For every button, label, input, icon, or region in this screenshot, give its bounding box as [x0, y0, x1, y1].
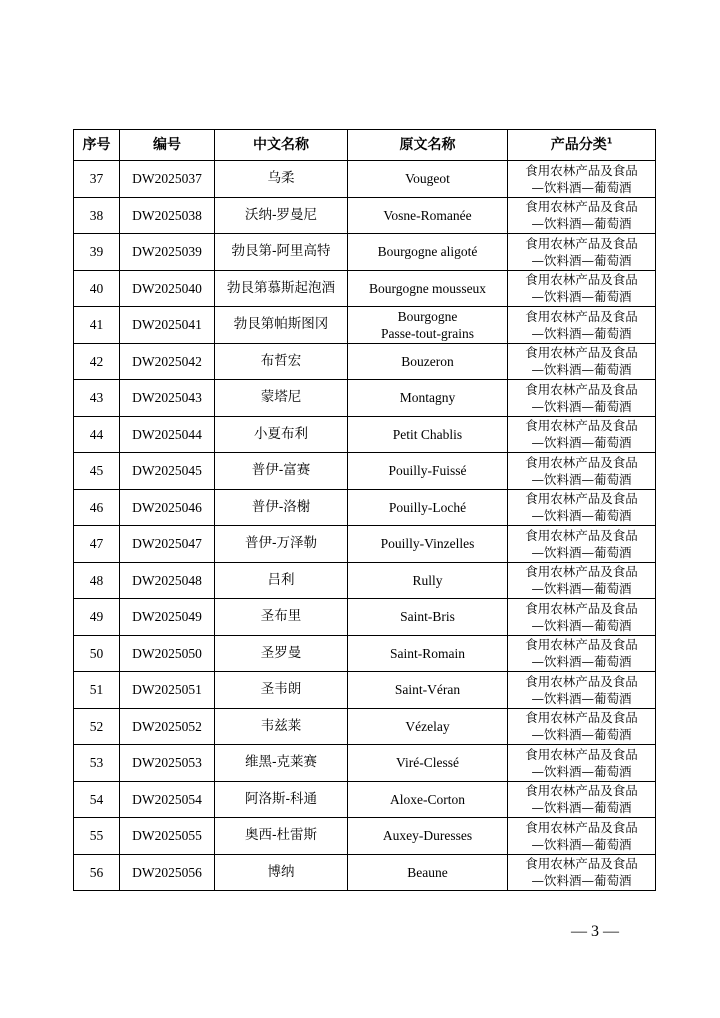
- cell-seq: 56: [74, 854, 120, 891]
- cell-seq: 44: [74, 416, 120, 453]
- category-line: —饮料酒—葡萄酒: [531, 508, 632, 524]
- cell-original-name: [348, 307, 508, 344]
- cell-category: [508, 307, 656, 344]
- header-code: 编号: [120, 130, 215, 161]
- original-name-line: Bourgogne aligoté: [377, 244, 478, 260]
- table-body: [74, 161, 656, 891]
- category-line: 食用农林产品及食品: [525, 381, 638, 397]
- cell-category: [508, 635, 656, 672]
- original-name-line: Bourgogne: [397, 308, 458, 324]
- cell-original-name: [348, 234, 508, 271]
- cell-chinese-name: 阿洛斯-科通: [215, 781, 348, 818]
- cell-code: DW2025042: [120, 343, 215, 380]
- cell-code: DW2025037: [120, 161, 215, 198]
- cell-code: DW2025053: [120, 745, 215, 782]
- cell-code: DW2025045: [120, 453, 215, 490]
- category-text: [508, 819, 655, 853]
- cell-seq: 45: [74, 453, 120, 490]
- category-text: [508, 673, 655, 707]
- original-name-line: Saint-Bris: [400, 609, 455, 625]
- cell-chinese-name: 乌柔: [215, 161, 348, 198]
- category-line: —饮料酒—葡萄酒: [531, 581, 632, 597]
- original-name-line: Rully: [412, 572, 443, 588]
- category-text: [508, 198, 655, 232]
- cell-category: [508, 380, 656, 417]
- table-row: [74, 818, 656, 855]
- original-name-line: Bouzeron: [401, 353, 454, 369]
- category-line: 食用农林产品及食品: [525, 418, 638, 434]
- category-line: 食用农林产品及食品: [525, 272, 638, 288]
- cell-chinese-name: 韦兹莱: [215, 708, 348, 745]
- cell-seq: 40: [74, 270, 120, 307]
- category-line: —饮料酒—葡萄酒: [531, 690, 632, 706]
- category-line: —饮料酒—葡萄酒: [531, 654, 632, 670]
- cell-code: DW2025055: [120, 818, 215, 855]
- geographical-indication-table: [73, 129, 656, 891]
- cell-original-name: [348, 343, 508, 380]
- cell-seq: 39: [74, 234, 120, 271]
- cell-seq: 54: [74, 781, 120, 818]
- original-name-line: Passe-tout-grains: [381, 325, 474, 341]
- cell-category: [508, 234, 656, 271]
- category-text: [508, 527, 655, 561]
- category-line: —饮料酒—葡萄酒: [531, 289, 632, 305]
- header-original-name: 原文名称: [348, 130, 508, 161]
- category-line: 食用农林产品及食品: [525, 564, 638, 580]
- category-line: —饮料酒—葡萄酒: [531, 617, 632, 633]
- cell-chinese-name: 圣布里: [215, 599, 348, 636]
- category-line: 食用农林产品及食品: [525, 637, 638, 653]
- table-row: [74, 672, 656, 709]
- cell-original-name: [348, 197, 508, 234]
- table-row: [74, 307, 656, 344]
- category-line: 食用农林产品及食品: [525, 527, 638, 543]
- category-line: —饮料酒—葡萄酒: [531, 544, 632, 560]
- table-row: [74, 854, 656, 891]
- category-line: —饮料酒—葡萄酒: [531, 435, 632, 451]
- category-line: 食用农林产品及食品: [525, 710, 638, 726]
- cell-seq: 42: [74, 343, 120, 380]
- original-name-line: Pouilly-Loché: [388, 499, 467, 515]
- table-row: [74, 234, 656, 271]
- cell-chinese-name: 勃艮第帕斯图冈: [215, 307, 348, 344]
- cell-category: [508, 672, 656, 709]
- cell-category: [508, 818, 656, 855]
- cell-original-name: [348, 489, 508, 526]
- cell-category: [508, 343, 656, 380]
- table-row: [74, 453, 656, 490]
- category-text: [508, 636, 655, 670]
- category-line: 食用农林产品及食品: [525, 491, 638, 507]
- cell-seq: 38: [74, 197, 120, 234]
- category-text: [508, 344, 655, 378]
- category-text: [508, 563, 655, 597]
- cell-original-name: [348, 745, 508, 782]
- category-line: —饮料酒—葡萄酒: [531, 471, 632, 487]
- table-row: [74, 416, 656, 453]
- category-text: [508, 709, 655, 743]
- cell-original-name: [348, 635, 508, 672]
- category-line: 食用农林产品及食品: [525, 673, 638, 689]
- category-line: 食用农林产品及食品: [525, 600, 638, 616]
- category-line: —饮料酒—葡萄酒: [531, 727, 632, 743]
- cell-original-name: [348, 562, 508, 599]
- category-text: [508, 782, 655, 816]
- table-row: [74, 562, 656, 599]
- category-line: 食用农林产品及食品: [525, 819, 638, 835]
- cell-chinese-name: 沃纳-罗曼尼: [215, 197, 348, 234]
- cell-code: DW2025040: [120, 270, 215, 307]
- original-name-line: Pouilly-Fuissé: [388, 463, 467, 479]
- cell-seq: 46: [74, 489, 120, 526]
- category-line: —饮料酒—葡萄酒: [531, 179, 632, 195]
- table-row: [74, 599, 656, 636]
- cell-code: DW2025047: [120, 526, 215, 563]
- category-line: 食用农林产品及食品: [525, 308, 638, 324]
- cell-chinese-name: 奥西-杜雷斯: [215, 818, 348, 855]
- original-name-line: Beaune: [407, 864, 448, 880]
- category-text: [508, 855, 655, 889]
- cell-original-name: [348, 161, 508, 198]
- header-category: [508, 130, 656, 161]
- cell-code: DW2025054: [120, 781, 215, 818]
- category-text: [508, 308, 655, 342]
- cell-code: DW2025044: [120, 416, 215, 453]
- cell-seq: 41: [74, 307, 120, 344]
- category-line: 食用农林产品及食品: [525, 345, 638, 361]
- original-name-line: Saint-Romain: [390, 645, 465, 661]
- cell-category: [508, 197, 656, 234]
- table-row: [74, 745, 656, 782]
- category-line: —饮料酒—葡萄酒: [531, 800, 632, 816]
- cell-category: [508, 270, 656, 307]
- category-line: 食用农林产品及食品: [525, 454, 638, 470]
- table-row: [74, 343, 656, 380]
- cell-seq: 51: [74, 672, 120, 709]
- cell-original-name: [348, 599, 508, 636]
- cell-code: DW2025052: [120, 708, 215, 745]
- cell-category: [508, 161, 656, 198]
- category-line: 食用农林产品及食品: [525, 162, 638, 178]
- cell-category: [508, 708, 656, 745]
- category-line: 食用农林产品及食品: [525, 783, 638, 799]
- original-name-line: Montagny: [399, 390, 456, 406]
- page-number: — 3 —: [571, 923, 619, 940]
- category-line: —饮料酒—葡萄酒: [531, 216, 632, 232]
- original-name-line: Vézelay: [405, 718, 450, 734]
- original-name-line: Viré-Clessé: [396, 755, 459, 771]
- footnote-mark: 1: [606, 135, 613, 145]
- cell-original-name: [348, 708, 508, 745]
- header-category-label: 产品分类: [550, 136, 607, 153]
- cell-seq: 52: [74, 708, 120, 745]
- cell-original-name: [348, 818, 508, 855]
- cell-chinese-name: 普伊-万泽勒: [215, 526, 348, 563]
- original-name-line: Vougeot: [405, 171, 450, 187]
- cell-chinese-name: 布哲宏: [215, 343, 348, 380]
- category-line: —饮料酒—葡萄酒: [531, 398, 632, 414]
- cell-category: [508, 489, 656, 526]
- cell-code: DW2025043: [120, 380, 215, 417]
- cell-chinese-name: 博纳: [215, 854, 348, 891]
- header-seq: 序号: [74, 130, 120, 161]
- cell-original-name: [348, 416, 508, 453]
- category-line: —饮料酒—葡萄酒: [531, 362, 632, 378]
- category-line: —饮料酒—葡萄酒: [531, 252, 632, 268]
- cell-original-name: [348, 526, 508, 563]
- category-line: —饮料酒—葡萄酒: [531, 836, 632, 852]
- cell-code: DW2025056: [120, 854, 215, 891]
- cell-code: DW2025048: [120, 562, 215, 599]
- category-line: —饮料酒—葡萄酒: [531, 873, 632, 889]
- category-text: [508, 417, 655, 451]
- cell-chinese-name: 小夏布利: [215, 416, 348, 453]
- cell-chinese-name: 吕利: [215, 562, 348, 599]
- cell-chinese-name: 普伊-富赛: [215, 453, 348, 490]
- cell-code: DW2025039: [120, 234, 215, 271]
- cell-seq: 50: [74, 635, 120, 672]
- cell-code: DW2025038: [120, 197, 215, 234]
- original-name-line: Petit Chablis: [392, 426, 463, 442]
- category-line: 食用农林产品及食品: [525, 199, 638, 215]
- cell-chinese-name: 圣韦朗: [215, 672, 348, 709]
- category-text: [508, 454, 655, 488]
- category-line: 食用农林产品及食品: [525, 235, 638, 251]
- cell-category: [508, 526, 656, 563]
- category-text: [508, 600, 655, 634]
- cell-seq: 47: [74, 526, 120, 563]
- original-name-line: Saint-Véran: [394, 682, 461, 698]
- cell-category: [508, 562, 656, 599]
- cell-chinese-name: 勃艮第-阿里高特: [215, 234, 348, 271]
- table-row: [74, 489, 656, 526]
- original-name-line: Aloxe-Corton: [390, 791, 465, 807]
- table-row: [74, 380, 656, 417]
- category-text: [508, 162, 655, 196]
- cell-seq: 37: [74, 161, 120, 198]
- cell-code: DW2025041: [120, 307, 215, 344]
- cell-chinese-name: 蒙塔尼: [215, 380, 348, 417]
- cell-seq: 48: [74, 562, 120, 599]
- category-text: [508, 381, 655, 415]
- table-row: [74, 526, 656, 563]
- category-text: [508, 490, 655, 524]
- category-text: [508, 235, 655, 269]
- table-row: [74, 270, 656, 307]
- table-header: [74, 130, 656, 161]
- cell-original-name: [348, 672, 508, 709]
- cell-category: [508, 781, 656, 818]
- original-name-line: Pouilly-Vinzelles: [380, 536, 475, 552]
- cell-original-name: [348, 380, 508, 417]
- category-text: [508, 271, 655, 305]
- cell-original-name: [348, 453, 508, 490]
- cell-category: [508, 854, 656, 891]
- original-name-line: Vosne-Romanée: [383, 207, 472, 223]
- original-name-line: Bourgogne mousseux: [368, 280, 487, 296]
- category-text: [508, 746, 655, 780]
- cell-category: [508, 453, 656, 490]
- table-row: [74, 635, 656, 672]
- cell-code: DW2025050: [120, 635, 215, 672]
- table-row: [74, 708, 656, 745]
- header-row: [74, 130, 656, 161]
- cell-category: [508, 745, 656, 782]
- category-line: —饮料酒—葡萄酒: [531, 325, 632, 341]
- cell-code: DW2025046: [120, 489, 215, 526]
- category-line: —饮料酒—葡萄酒: [531, 763, 632, 779]
- cell-chinese-name: 普伊-洛榭: [215, 489, 348, 526]
- cell-code: DW2025049: [120, 599, 215, 636]
- header-chinese-name: 中文名称: [215, 130, 348, 161]
- cell-seq: 53: [74, 745, 120, 782]
- cell-seq: 43: [74, 380, 120, 417]
- cell-seq: 55: [74, 818, 120, 855]
- cell-chinese-name: 维黑-克莱赛: [215, 745, 348, 782]
- cell-category: [508, 416, 656, 453]
- cell-original-name: [348, 854, 508, 891]
- cell-category: [508, 599, 656, 636]
- category-line: 食用农林产品及食品: [525, 856, 638, 872]
- table-row: [74, 161, 656, 198]
- original-name-line: Auxey-Duresses: [382, 828, 473, 844]
- table-row: [74, 197, 656, 234]
- table-row: [74, 781, 656, 818]
- cell-code: DW2025051: [120, 672, 215, 709]
- cell-seq: 49: [74, 599, 120, 636]
- cell-original-name: [348, 270, 508, 307]
- cell-original-name: [348, 781, 508, 818]
- cell-chinese-name: 圣罗曼: [215, 635, 348, 672]
- category-line: 食用农林产品及食品: [525, 746, 638, 762]
- cell-chinese-name: 勃艮第慕斯起泡酒: [215, 270, 348, 307]
